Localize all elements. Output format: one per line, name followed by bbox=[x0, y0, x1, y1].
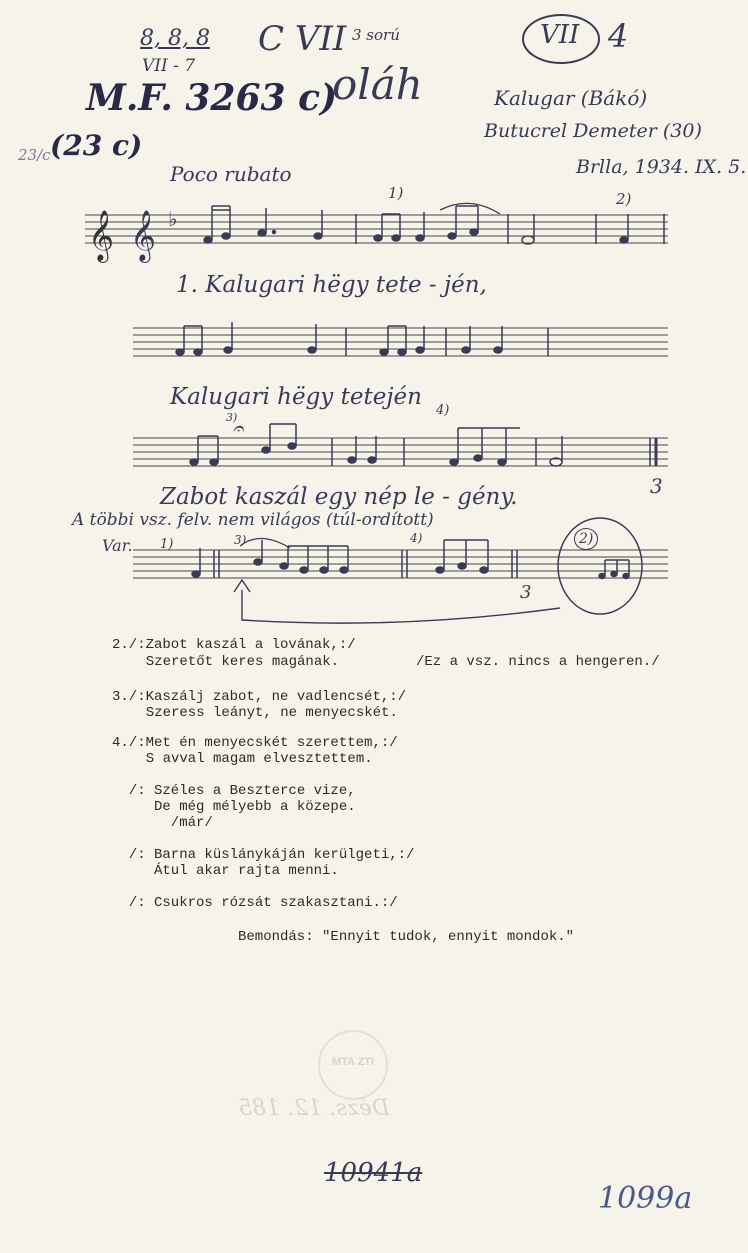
stanza-2-aside: /Ez a vsz. nincs a hengeren./ bbox=[416, 654, 660, 670]
meter-sub-label: VII - 7 bbox=[142, 56, 196, 76]
treble-clef-hand-icon: 𝄞 bbox=[130, 210, 157, 261]
meter-label: 8, 8, 8 bbox=[140, 26, 210, 51]
footnote-2: 2) bbox=[616, 190, 632, 208]
archive-number: M.F. 3263 c) bbox=[86, 77, 338, 119]
treble-clef-icon: 𝄞 bbox=[88, 210, 115, 261]
class-mark-label: VII bbox=[540, 20, 580, 50]
footnote-3: 3) bbox=[226, 411, 238, 424]
class-number-label: 4 bbox=[608, 17, 629, 55]
variant-footnote-3: 3) bbox=[234, 533, 247, 547]
lyric-line-2: Kalugari hëgy tetején bbox=[170, 384, 422, 410]
flat-sign-icon: ♭ bbox=[168, 207, 178, 231]
stanza-6-line-2: Átul akar rajta menni. bbox=[112, 863, 339, 879]
closing-statement: Bemondás: "Ennyit tudok, ennyit mondok." bbox=[238, 929, 575, 945]
variant-footnote-2: 2) bbox=[574, 528, 598, 550]
lyric-line-3: Zabot kaszál egy nép le - gény. bbox=[160, 484, 518, 510]
stanza-7-line-1: /: Csukros rózsát szakasztani.:/ bbox=[112, 895, 398, 911]
stanza-2-line-2: Szeretőt keres magának. bbox=[129, 654, 340, 670]
stanza-4-line-1: 4./:Met én menyecskét szerettem,:/ bbox=[112, 735, 398, 751]
strophe-lines-label: 3 sorú bbox=[352, 26, 400, 44]
stanza-2-line-1: 2./:Zabot kaszál a lovának,:/ bbox=[112, 637, 356, 653]
institution-stamp bbox=[318, 1030, 388, 1100]
triplet-mark: 3 bbox=[650, 474, 663, 498]
tempo-label: Poco rubato bbox=[170, 162, 292, 186]
footnote-1: 1) bbox=[388, 184, 404, 202]
singer-label: Butucrel Demeter (30) bbox=[484, 120, 702, 142]
variant-footnote-1: 1) bbox=[160, 537, 174, 552]
ethnic-label: oláh bbox=[332, 60, 423, 109]
variants-label: Var. bbox=[102, 536, 133, 555]
mirrored-bleed-text: Dézs. 12. 185 bbox=[238, 1096, 390, 1121]
stanza-3-line-2: Szeress leányt, ne menyecskét. bbox=[129, 705, 398, 721]
variant-triplet-mark: 3 bbox=[520, 582, 532, 603]
variant-footnote-4: 4) bbox=[410, 531, 423, 545]
stanza-5-line-1: /: Széles a Beszterce vize, bbox=[112, 783, 356, 799]
stanza-5-line-3: /már/ bbox=[112, 815, 213, 831]
final-number: 1099a bbox=[598, 1181, 693, 1216]
footnote-4: 4) bbox=[436, 403, 450, 418]
fermata-icon: 𝄐 bbox=[232, 416, 244, 440]
lyric-line-1: 1. Kalugari hëgy tete - jén, bbox=[176, 272, 487, 298]
variants-note: A többi vsz. felv. nem világos (túl-ordított) bbox=[72, 510, 434, 530]
stamp-text: MTA ZTI bbox=[331, 1056, 375, 1068]
cadence-label: C VII bbox=[258, 19, 347, 59]
stanza-6-line-1: /: Barna küslánykáján kerülgeti,:/ bbox=[112, 847, 415, 863]
stanza-4-line-2: S avval magam elvesztettem. bbox=[129, 751, 373, 767]
stanza-3-line-1: 3./:Kaszálj zabot, ne vadlencsét,:/ bbox=[112, 689, 407, 705]
collector-date-label: Brlla, 1934. IX. 5. bbox=[576, 156, 747, 178]
place-label: Kalugar (Bákó) bbox=[494, 86, 648, 110]
struck-number: 10941a bbox=[324, 1158, 423, 1188]
left-margin-mark: 23/c bbox=[18, 146, 51, 164]
stanza-5-line-2: De még mélyebb a közepe. bbox=[112, 799, 356, 815]
archive-alt-number: (23 c) bbox=[50, 129, 143, 162]
